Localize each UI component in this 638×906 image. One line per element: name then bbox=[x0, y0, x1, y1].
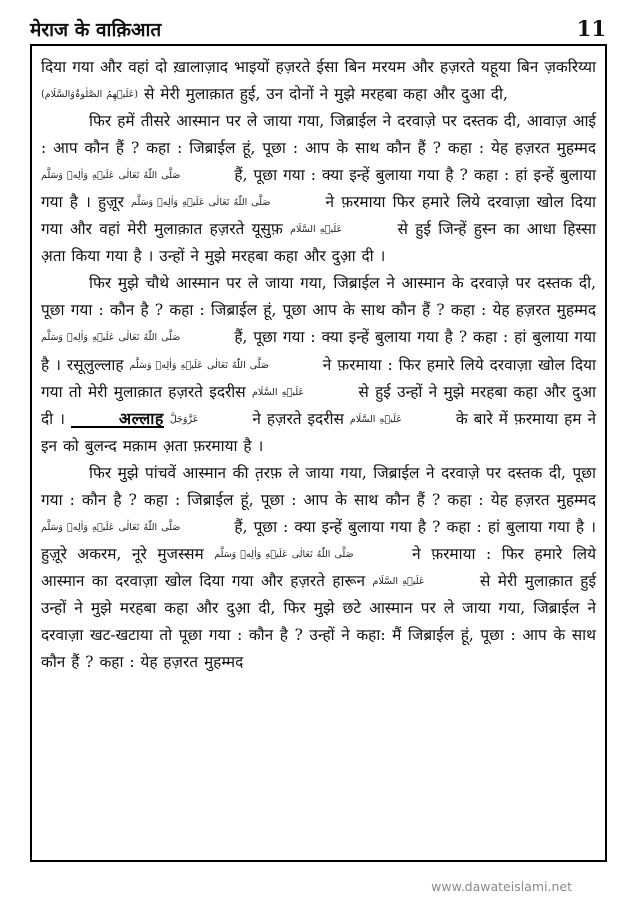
paragraph bbox=[41, 460, 596, 676]
arabic-honorific: عَلَيۡهِ السَّلَام bbox=[290, 224, 343, 236]
allah-calligraphy: अल्लाह bbox=[71, 411, 164, 428]
arabic-honorific: عَلَيۡهِ السَّلَام bbox=[349, 413, 402, 425]
arabic-honorific: صَلَّى اللّٰهُ تَعَالٰى عَلَيۡهِ وَاٰلِهٖ وَسَلَّم bbox=[131, 197, 271, 209]
arabic-honorific: صَلَّى اللّٰهُ تَعَالٰى عَلَيۡهِ وَاٰلِهٖ وَسَلَّم bbox=[41, 332, 181, 344]
arabic-honorific: صَلَّى اللّٰهُ تَعَالٰى عَلَيۡهِ وَاٰلِهٖ وَسَلَّم bbox=[41, 521, 181, 533]
paragraph bbox=[41, 270, 596, 459]
arabic-honorific: عَلَيۡهِ السَّلَام bbox=[252, 386, 305, 398]
arabic-honorific: (عَلَيۡهِمُ الصَّلٰوۃُوَالسَّلَام) bbox=[41, 89, 139, 101]
paragraph-text: हैं, पूछा गया : क्या इन्हें बुलाया गया है ? कहा : हां बुलाया गया है । रसूलुल्लाह bbox=[41, 328, 596, 374]
paragraph-text: के बारे में फ़रमाया हम ने इन को बुलन्द मक़ाम अ़ता फ़रमाया है । bbox=[41, 409, 596, 455]
paragraph-text: हैं, पूछा गया : क्या इन्हें बुलाया गया है ? कहा : हां इन्हें बुलाया गया है । हुज़ूर bbox=[41, 166, 596, 212]
arabic-honorific: عَلَيۡهِ السَّلَام bbox=[372, 575, 425, 587]
paragraph-text: ने फ़रमाया : फिर हमारे लिये आस्मान का दरवाज़ा खोल दिया गया और हज़रते हारून bbox=[41, 544, 596, 590]
paragraph-text: से हुई उन्हों ने मुझे मरहबा कहा और दुआ दी । bbox=[41, 382, 597, 428]
paragraph-text: फिर मुझे चौथे आस्मान पर ले जाया गया, जिब्राईल ने आस्मान के दरवाज़े पर दस्तक दी, पूछा गया : कौन है ? कहा : जिब्राईल हूं, पूछा आप के साथ कौन हैं ? कहा : येह हज़रत मुहम्मद bbox=[41, 274, 596, 320]
paragraph-text: ने हज़रते इदरीस bbox=[246, 409, 350, 428]
paragraph-text: हैं, पूछा : क्या इन्हें बुलाया गया है ? कहा : हां बुलाया गया है । हुज़ूरे अकरम, नूरे मुजस्सम bbox=[41, 517, 596, 563]
arabic-honorific: صَلَّى اللّٰهُ تَعَالٰى عَلَيۡهِ وَاٰلِهٖ وَسَلَّم bbox=[214, 548, 354, 560]
paragraph-text: फिर हमें तीसरे आस्मान पर ले जाया गया, जिब्राईल ने दरवाज़े पर दस्तक दी, आवाज़ आई : आप कौन हैं ? कहा : जिब्राईल हूं, पूछा : आप के साथ कौन हैं ? कहा : येह हज़रत मुहम्मद bbox=[41, 112, 596, 158]
book-title: मेराज के वाक़िआत bbox=[30, 19, 162, 41]
page-header bbox=[30, 14, 608, 44]
paragraph bbox=[41, 54, 596, 108]
page-number: 11 bbox=[576, 16, 606, 41]
paragraph-text: से मेरी मुलाक़ात हुई, उन दोनों ने मुझे मरहबा कहा और दुआ दी, bbox=[138, 85, 508, 104]
paragraph-text: से मेरी मुलाक़ात हुई उन्हों ने मुझे मरहबा कहा और दुआ़ दी, फिर मुझे छटे आस्मान पर ले जाया गया, जिब्राईल ने दरवाज़ा खट-खटाया तो पूछा गया : कौन है ? उन्हों ने कहा: मैं जिब्राईल हूं, पूछा : आप के साथ कौन हैं ? कहा : येह हज़रत मुहम्मद bbox=[41, 571, 597, 672]
text-frame bbox=[30, 44, 607, 862]
arabic-honorific: صَلَّى اللّٰهُ تَعَالٰى عَلَيۡهِ وَاٰلِهٖ وَسَلَّم bbox=[41, 170, 181, 182]
paragraph-text: फिर मुझे पांचवें आस्मान की त़रफ़ ले जाया गया, जिब्राईल ने दरवाज़े पर दस्तक दी, पूछा गया : कौन है ? कहा : जिब्राईल हूं, पूछा : आप के साथ कौन हैं ? कहा : येह हज़रत मुहम्मद bbox=[41, 463, 596, 509]
website-url: www.dawateislami.net bbox=[431, 879, 572, 894]
paragraph-text: ने फ़रमाया : फिर हमारे लिये दरवाज़ा खोल दिया गया तो मेरी मुलाक़ात हज़रते इदरीस bbox=[41, 355, 596, 401]
arabic-honorific: صَلَّى اللّٰهُ تَعَالٰى عَلَيۡهِ وَاٰلِهٖ وَسَلَّم bbox=[129, 359, 269, 371]
paragraph-text: ने फ़रमाया फिर हमारे लिये दरवाज़ा खोल दिया गया और वहां मेरी मुलाक़ात हज़रते यूसुफ़ bbox=[41, 193, 596, 239]
paragraph-text: से हुई जिन्हें हुस्न का आधा हिस्सा अ़ता किया गया है । उन्हों ने मुझे मरहबा कहा और दुआ़ दी । bbox=[41, 220, 596, 266]
paragraph bbox=[41, 108, 596, 270]
arabic-honorific: عَزَّوَجَلَّ bbox=[169, 413, 199, 425]
paragraph-text: दिया गया और वहां दो ख़ालाज़ाद भाइयों हज़रते ईसा बिन मरयम और हज़रते यहूया बिन ज़करिय्या bbox=[41, 58, 596, 76]
